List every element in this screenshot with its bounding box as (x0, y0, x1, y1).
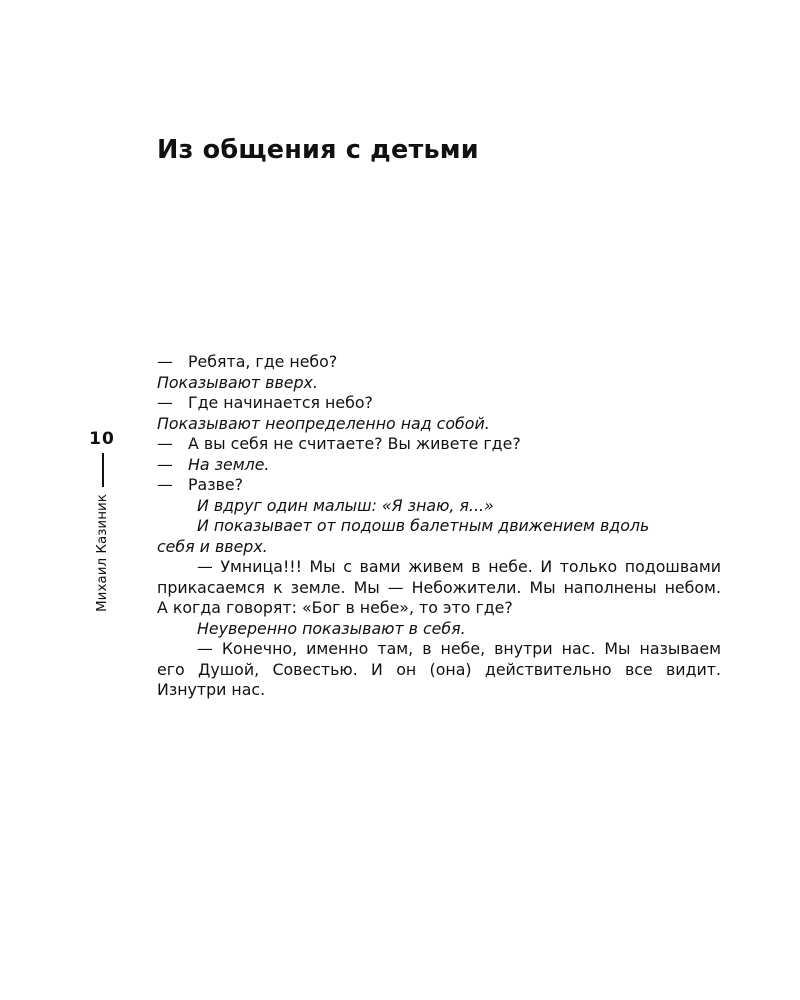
line-text: Разве? (188, 475, 244, 494)
text-line: И показывает от подошв балетным движением вдоль (197, 516, 650, 535)
text-line: Показывают вверх. (157, 372, 318, 392)
text-line (157, 434, 721, 455)
dash: — (157, 393, 173, 412)
text-line: Неуверенно показывают в себя. (197, 618, 466, 638)
text-line: Показывают неопределенно над собой. (157, 413, 490, 433)
line-text: Ребята, где небо? (188, 352, 338, 371)
text-line: А когда говорят: «Бог в небе», то это где? (157, 598, 513, 617)
dash: — (157, 475, 173, 494)
text-line: его Душой, Совестью. И он (она) действительно все видит. (157, 659, 721, 679)
text-line (157, 393, 721, 414)
line-text: А вы себя не считаете? Вы живете где? (188, 434, 521, 453)
running-head-author: Михаил Казиник (94, 494, 110, 612)
text-line: Изнутри нас. (157, 680, 266, 699)
page-margin (84, 428, 120, 612)
chapter-title: Из общения с детьми (157, 135, 479, 165)
text-line (157, 455, 721, 476)
text-line (157, 475, 721, 496)
line-text: На земле. (188, 454, 270, 474)
dash: — (157, 454, 173, 474)
page-number: 10 (89, 429, 115, 449)
text-line: прикасаемся к земле. Мы — Небожители. Мы наполнены небом. (157, 577, 721, 597)
text-line: И вдруг один малыш: «Я знаю, я...» (197, 495, 494, 515)
text-line: — Конечно, именно там, в небе, внутри нас. Мы называем (197, 639, 721, 658)
text-line: себя и вверх. (157, 536, 268, 556)
dash: — (157, 352, 173, 371)
margin-rule (102, 453, 104, 487)
text-line (157, 352, 721, 373)
dialogue-text (157, 352, 721, 701)
dash: — (157, 434, 173, 453)
text-line: — Умница!!! Мы с вами живем в небе. И только подошвами (197, 557, 721, 576)
line-text: Где начинается небо? (188, 393, 373, 412)
